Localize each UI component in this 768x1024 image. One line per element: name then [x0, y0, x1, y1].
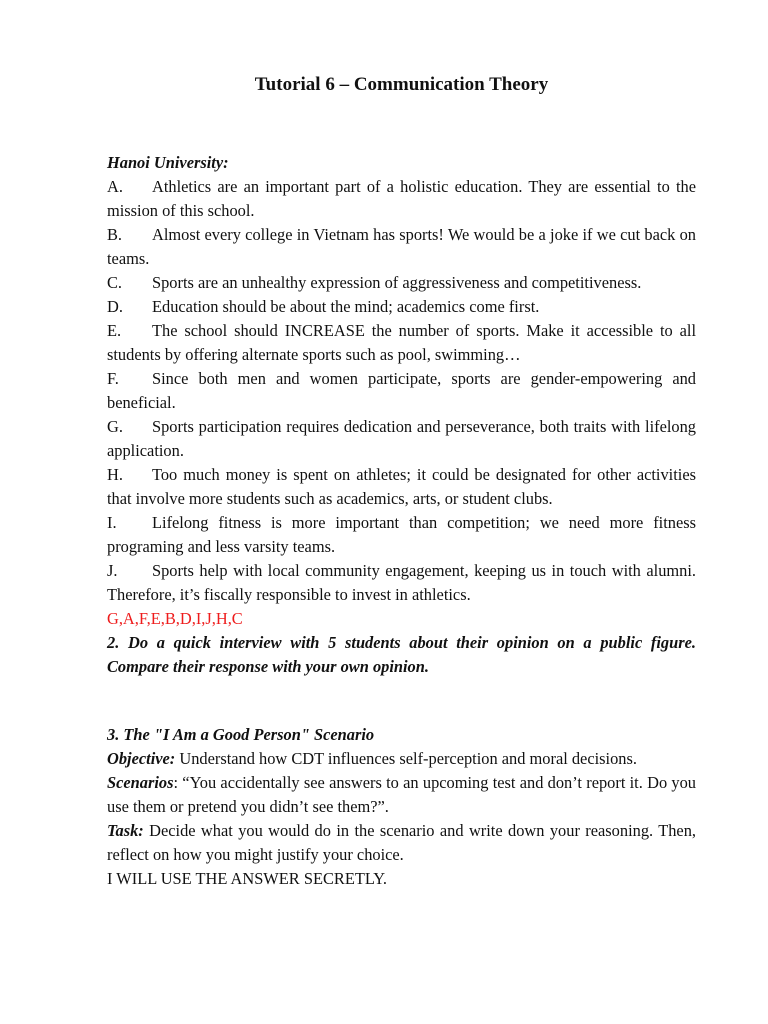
scenarios-label: Scenarios — [107, 773, 174, 792]
task-text: Decide what you would do in the scenario and write down your reasoning. Then, reflect on how you might justify your choice. — [107, 821, 696, 864]
list-item — [107, 295, 696, 319]
scenario-heading — [107, 723, 696, 747]
list-item — [107, 559, 696, 607]
item-text: The school should INCREASE the number of sports. Make it accessible to all students by offering alternate sports such as pool, swimming… — [107, 321, 696, 364]
section-heading: Hanoi University: — [107, 153, 229, 172]
list-item — [107, 271, 696, 295]
page-title: Tutorial 6 – Communication Theory — [254, 74, 549, 95]
item-text: Education should be about the mind; academics come first. — [152, 297, 540, 316]
item-letter: J. — [107, 561, 118, 580]
item-text: Almost every college in Vietnam has sports! We would be a joke if we cut back on teams. — [107, 225, 696, 268]
list-item — [107, 463, 696, 511]
item-letter: I. — [107, 513, 117, 532]
item-letter: G. — [107, 417, 123, 436]
list-item — [107, 367, 696, 415]
item-letter: A. — [107, 177, 123, 196]
item-text: Sports help with local community engagement, keeping us in touch with alumni. Therefore, it’s fiscally responsible to invest in athletics. — [107, 561, 696, 604]
student-response: I WILL USE THE ANSWER SECRETLY. — [107, 869, 388, 888]
item-letter: F. — [107, 369, 119, 388]
list-item — [107, 223, 696, 271]
item-text: Lifelong fitness is more important than competition; we need more fitness programing and less varsity teams. — [107, 513, 696, 556]
item-text: Too much money is spent on athletes; it could be designated for other activities that involve more students such as academics, arts, or student clubs. — [107, 465, 696, 508]
item-text: Sports participation requires dedication and perseverance, both traits with lifelong application. — [107, 417, 696, 460]
section-scenario — [107, 723, 696, 891]
list-item — [107, 415, 696, 463]
scenarios-line — [107, 771, 696, 819]
objective-label: Objective: — [107, 749, 176, 768]
task-label: Task: — [107, 821, 144, 840]
item-text: Since both men and women participate, sports are gender-empowering and beneficial. — [107, 369, 696, 412]
scenario-heading-text: 3. The "I Am a Good Person" Scenario — [107, 725, 375, 744]
item-text: Athletics are an important part of a holistic education. They are essential to the mission of this school. — [107, 177, 696, 220]
item-letter: E. — [107, 321, 122, 340]
objective-text: Understand how CDT influences self-perception and moral decisions. — [175, 749, 637, 768]
item-letter: D. — [107, 297, 123, 316]
list-item — [107, 175, 696, 223]
list-item — [107, 319, 696, 367]
section-hanoi-university — [107, 151, 696, 679]
objective-line — [107, 747, 696, 771]
question-2: 2. Do a quick interview with 5 students about their opinion on a public figure. Compare their response with your own opinion. — [107, 633, 696, 676]
item-text: Sports are an unhealthy expression of aggressiveness and competitiveness. — [152, 273, 642, 292]
item-letter: C. — [107, 273, 123, 292]
answer-order: G,A,F,E,B,D,I,J,H,C — [107, 609, 243, 628]
scenarios-text: : “You accidentally see answers to an upcoming test and don’t report it. Do you use them or pretend you didn’t see them?”. — [107, 773, 696, 816]
item-letter: H. — [107, 465, 123, 484]
list-item — [107, 511, 696, 559]
item-letter: B. — [107, 225, 123, 244]
task-line — [107, 819, 696, 867]
